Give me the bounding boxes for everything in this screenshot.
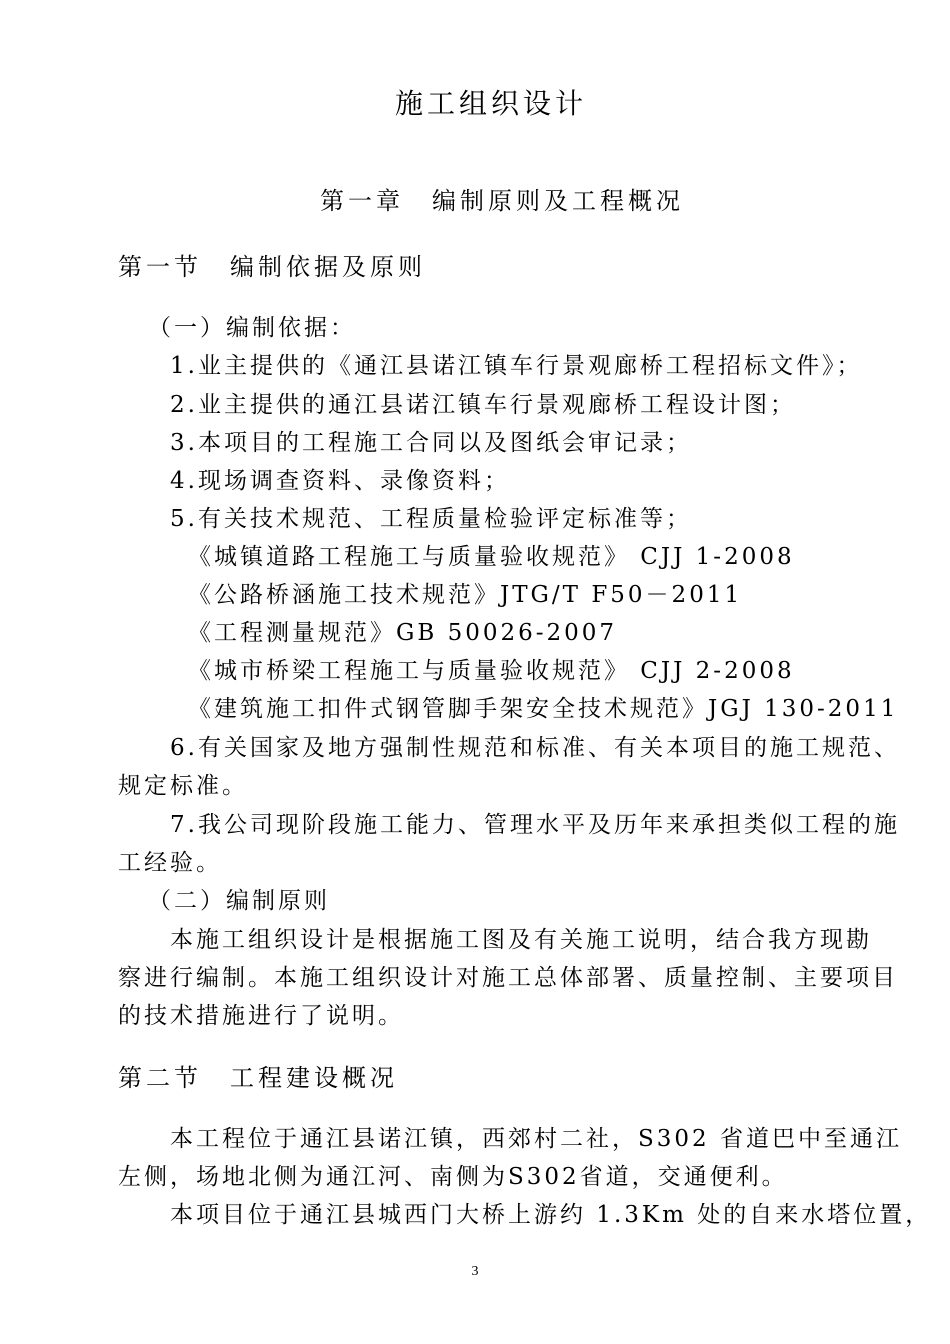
subheading: （二）编制原则 — [148, 888, 330, 914]
standard-item: 《城镇道路工程施工与质量验收规范》 CJJ 1-2008 — [188, 544, 795, 570]
list-item: 2.业主提供的通江县诺江镇车行景观廊桥工程设计图； — [170, 392, 796, 418]
paragraph-line: 本施工组织设计是根据施工图及有关施工说明，结合我方现勘 — [170, 927, 872, 953]
chapter-heading: 第一章 编制原则及工程概况 — [320, 187, 684, 215]
list-item: 3.本项目的工程施工合同以及图纸会审记录； — [170, 430, 692, 456]
list-item-continuation: 工经验。 — [118, 850, 222, 876]
list-item: 4.现场调查资料、录像资料； — [170, 468, 510, 494]
section-heading: 第二节 工程建设概况 — [118, 1064, 398, 1092]
paragraph-line: 本工程位于通江县诺江镇，西郊村二社，S302 省道巴中至通江 — [170, 1126, 902, 1152]
paragraph-line: 察进行编制。本施工组织设计对施工总体部署、质量控制、主要项目 — [118, 965, 898, 991]
section-heading: 第一节 编制依据及原则 — [118, 253, 426, 281]
paragraph-line: 左侧，场地北侧为通江河、南侧为S302省道，交通便利。 — [118, 1164, 788, 1190]
standard-item: 《公路桥涵施工技术规范》JTG/T F50－2011 — [188, 582, 743, 608]
list-item: 1.业主提供的《通江县诺江镇车行景观廊桥工程招标文件》； — [170, 353, 863, 379]
subheading: （一）编制依据： — [148, 315, 356, 341]
standard-item: 《城市桥梁工程施工与质量验收规范》 CJJ 2-2008 — [188, 658, 795, 684]
standard-item: 《建筑施工扣件式钢管脚手架安全技术规范》JGJ 130-2011 — [188, 696, 899, 722]
paragraph-line: 本项目位于通江县城西门大桥上游约 1.3Km 处的自来水塔位置， — [170, 1202, 932, 1228]
list-item: 5.有关技术规范、工程质量检验评定标准等； — [170, 506, 692, 532]
standard-item: 《工程测量规范》GB 50026-2007 — [188, 620, 618, 646]
list-item-continuation: 规定标准。 — [118, 773, 248, 799]
paragraph-line: 的技术措施进行了说明。 — [118, 1003, 404, 1029]
document-title: 施工组织设计 — [395, 87, 588, 120]
page-number: 3 — [471, 1264, 479, 1279]
list-item: 6.有关国家及地方强制性规范和标准、有关本项目的施工规范、 — [170, 735, 900, 761]
list-item: 7.我公司现阶段施工能力、管理水平及历年来承担类似工程的施 — [170, 812, 900, 838]
